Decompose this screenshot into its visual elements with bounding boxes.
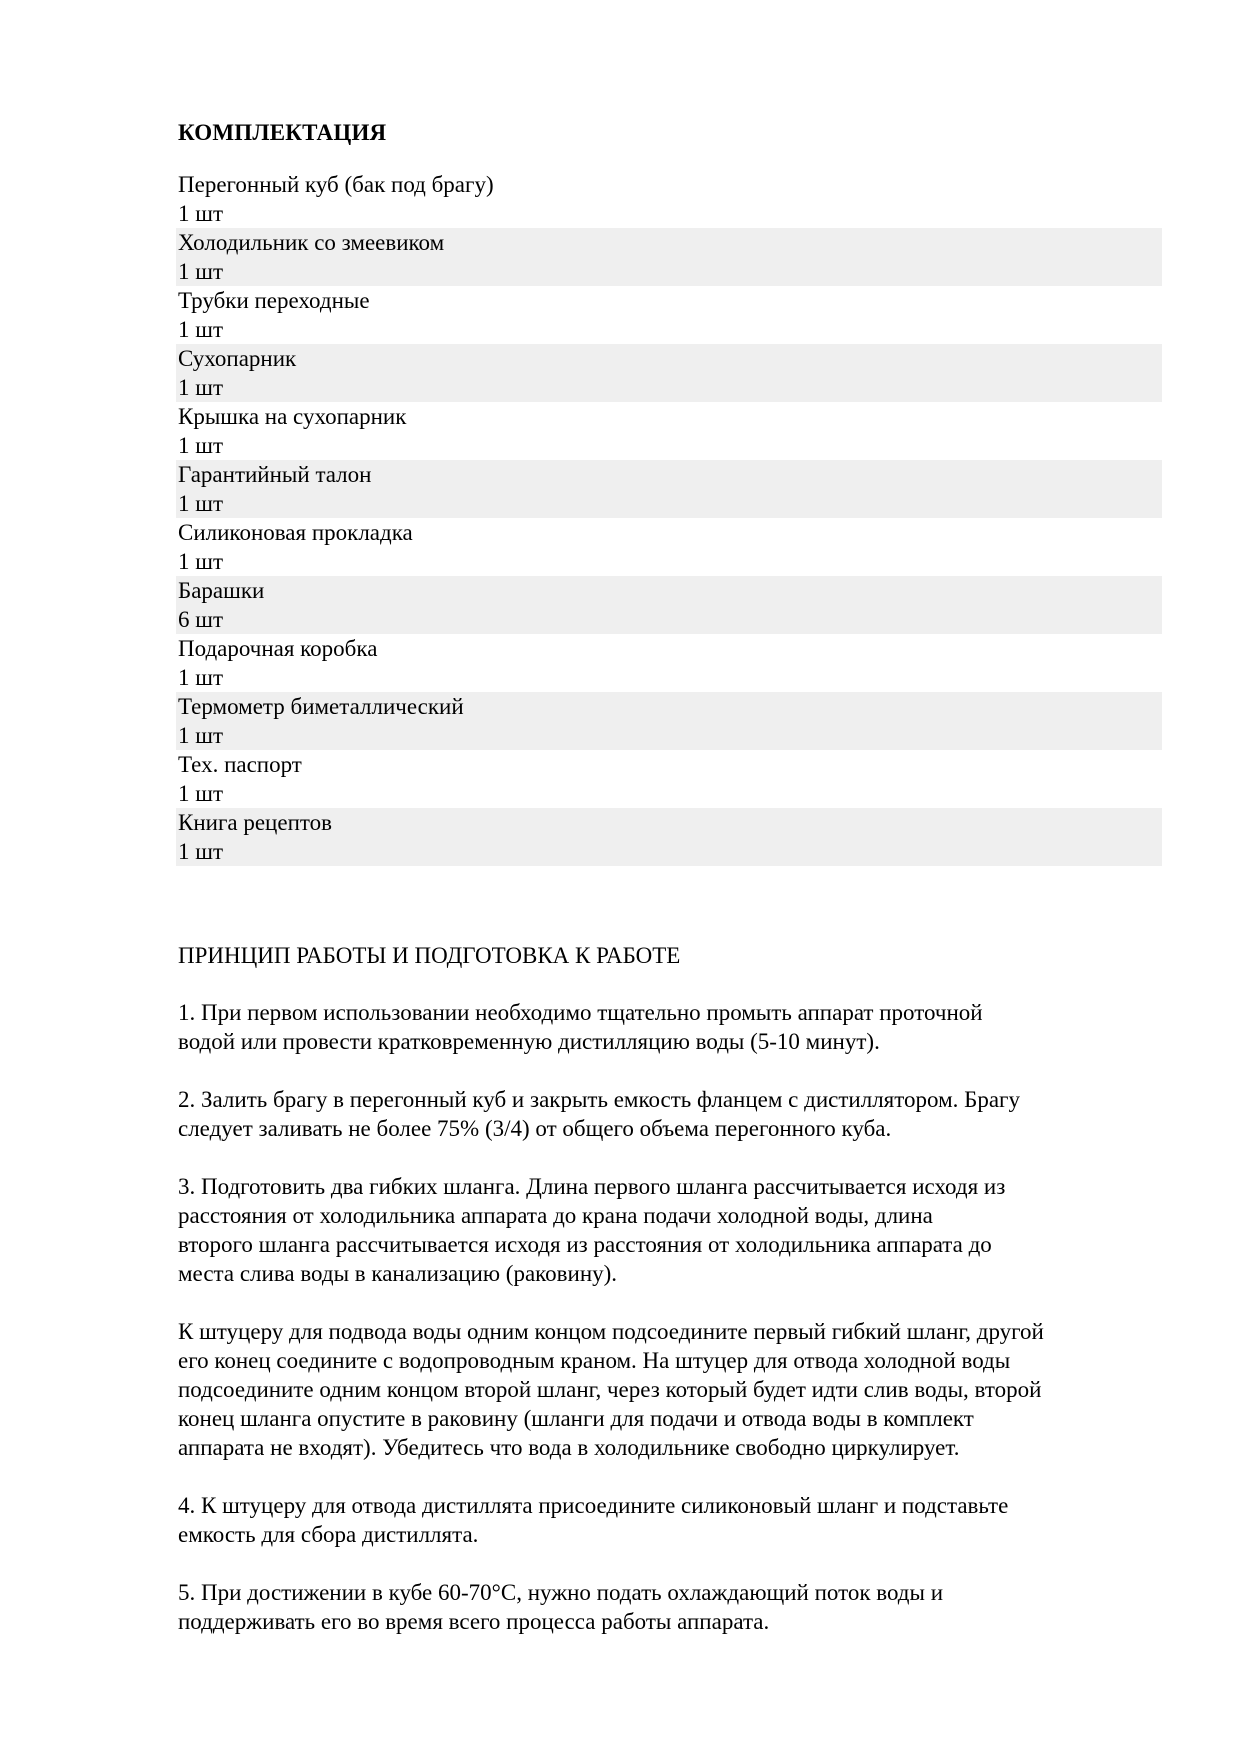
kit-item-qty: 1 шт — [178, 549, 224, 574]
kit-item-qty: 1 шт — [178, 201, 224, 226]
kit-item-qty: 1 шт — [178, 839, 224, 864]
kit-row — [176, 460, 1162, 518]
kit-item-name: Силиконовая прокладка — [178, 520, 413, 545]
principle-title: ПРИНЦИП РАБОТЫ И ПОДГОТОВКА К РАБОТЕ — [178, 943, 681, 968]
kit-title: КОМПЛЕКТАЦИЯ — [178, 120, 387, 145]
kit-row — [176, 518, 1162, 576]
kit-item-qty: 1 шт — [178, 259, 224, 284]
kit-item-name: Трубки переходные — [178, 288, 370, 313]
kit-item-qty: 1 шт — [178, 665, 224, 690]
kit-list — [176, 170, 1162, 866]
kit-item-qty: 1 шт — [178, 723, 224, 748]
kit-item-qty: 1 шт — [178, 781, 224, 806]
kit-item-name: Книга рецептов — [178, 810, 332, 835]
kit-item-qty: 1 шт — [178, 317, 224, 342]
kit-item-name: Холодильник со змеевиком — [178, 230, 445, 255]
kit-item-qty: 1 шт — [178, 491, 224, 516]
kit-row — [176, 576, 1162, 634]
kit-row — [176, 692, 1162, 750]
kit-row — [176, 286, 1162, 344]
kit-row — [176, 344, 1162, 402]
paragraph: 2. Залить брагу в перегонный куб и закрыть емкость фланцем с дистиллятором. Брагу следует заливать не более 75% (3/4) от общего объема перегонного куба. — [178, 1087, 1020, 1141]
kit-row — [176, 402, 1162, 460]
paragraph: К штуцеру для подвода воды одним концом подсоедините первый гибкий шланг, другой его конец соедините с водопроводным краном. На штуцер для отвода холодной воды подсоедините одним концом второй шланг, через который будет идти слив воды, второй конец шланга опустите в раковину (шланги для подачи и отвода воды в комплект аппарата не входят). Убедитесь что вода в холодильнике свободно циркулирует. — [178, 1319, 1044, 1460]
kit-item-qty: 1 шт — [178, 375, 224, 400]
kit-item-name: Гарантийный талон — [178, 462, 372, 487]
kit-row — [176, 228, 1162, 286]
kit-item-name: Тех. паспорт — [178, 752, 302, 777]
kit-item-name: Подарочная коробка — [178, 636, 378, 661]
paragraph: 5. При достижении в кубе 60-70°С, нужно подать охлаждающий поток воды и поддерживать его во время всего процесса работы аппарата. — [178, 1580, 944, 1634]
kit-item-qty: 1 шт — [178, 433, 224, 458]
kit-item-name: Сухопарник — [178, 346, 297, 371]
kit-item-qty: 6 шт — [178, 607, 224, 632]
paragraph: 3. Подготовить два гибких шланга. Длина первого шланга рассчитывается исходя из расстояния от холодильника аппарата до крана подачи холодной воды, длина второго шланга рассчитывается исходя из расстояния от холодильника аппарата до места слива воды в канализацию (раковину). — [178, 1174, 1006, 1286]
paragraph: 4. К штуцеру для отвода дистиллята присоедините силиконовый шланг и подставьте емкость для сбора дистиллята. — [178, 1493, 1009, 1547]
kit-row — [176, 170, 1162, 228]
kit-item-name: Барашки — [178, 578, 265, 603]
principle-body — [178, 998, 1158, 1665]
kit-row — [176, 634, 1162, 692]
paragraph: 1. При первом использовании необходимо тщательно промыть аппарат проточной водой или провести кратковременную дистилляцию воды (5-10 минут). — [178, 1000, 983, 1054]
kit-row — [176, 808, 1162, 866]
kit-row — [176, 750, 1162, 808]
kit-item-name: Перегонный куб (бак под брагу) — [178, 172, 494, 197]
kit-item-name: Термометр биметаллический — [178, 694, 464, 719]
kit-item-name: Крышка на сухопарник — [178, 404, 407, 429]
